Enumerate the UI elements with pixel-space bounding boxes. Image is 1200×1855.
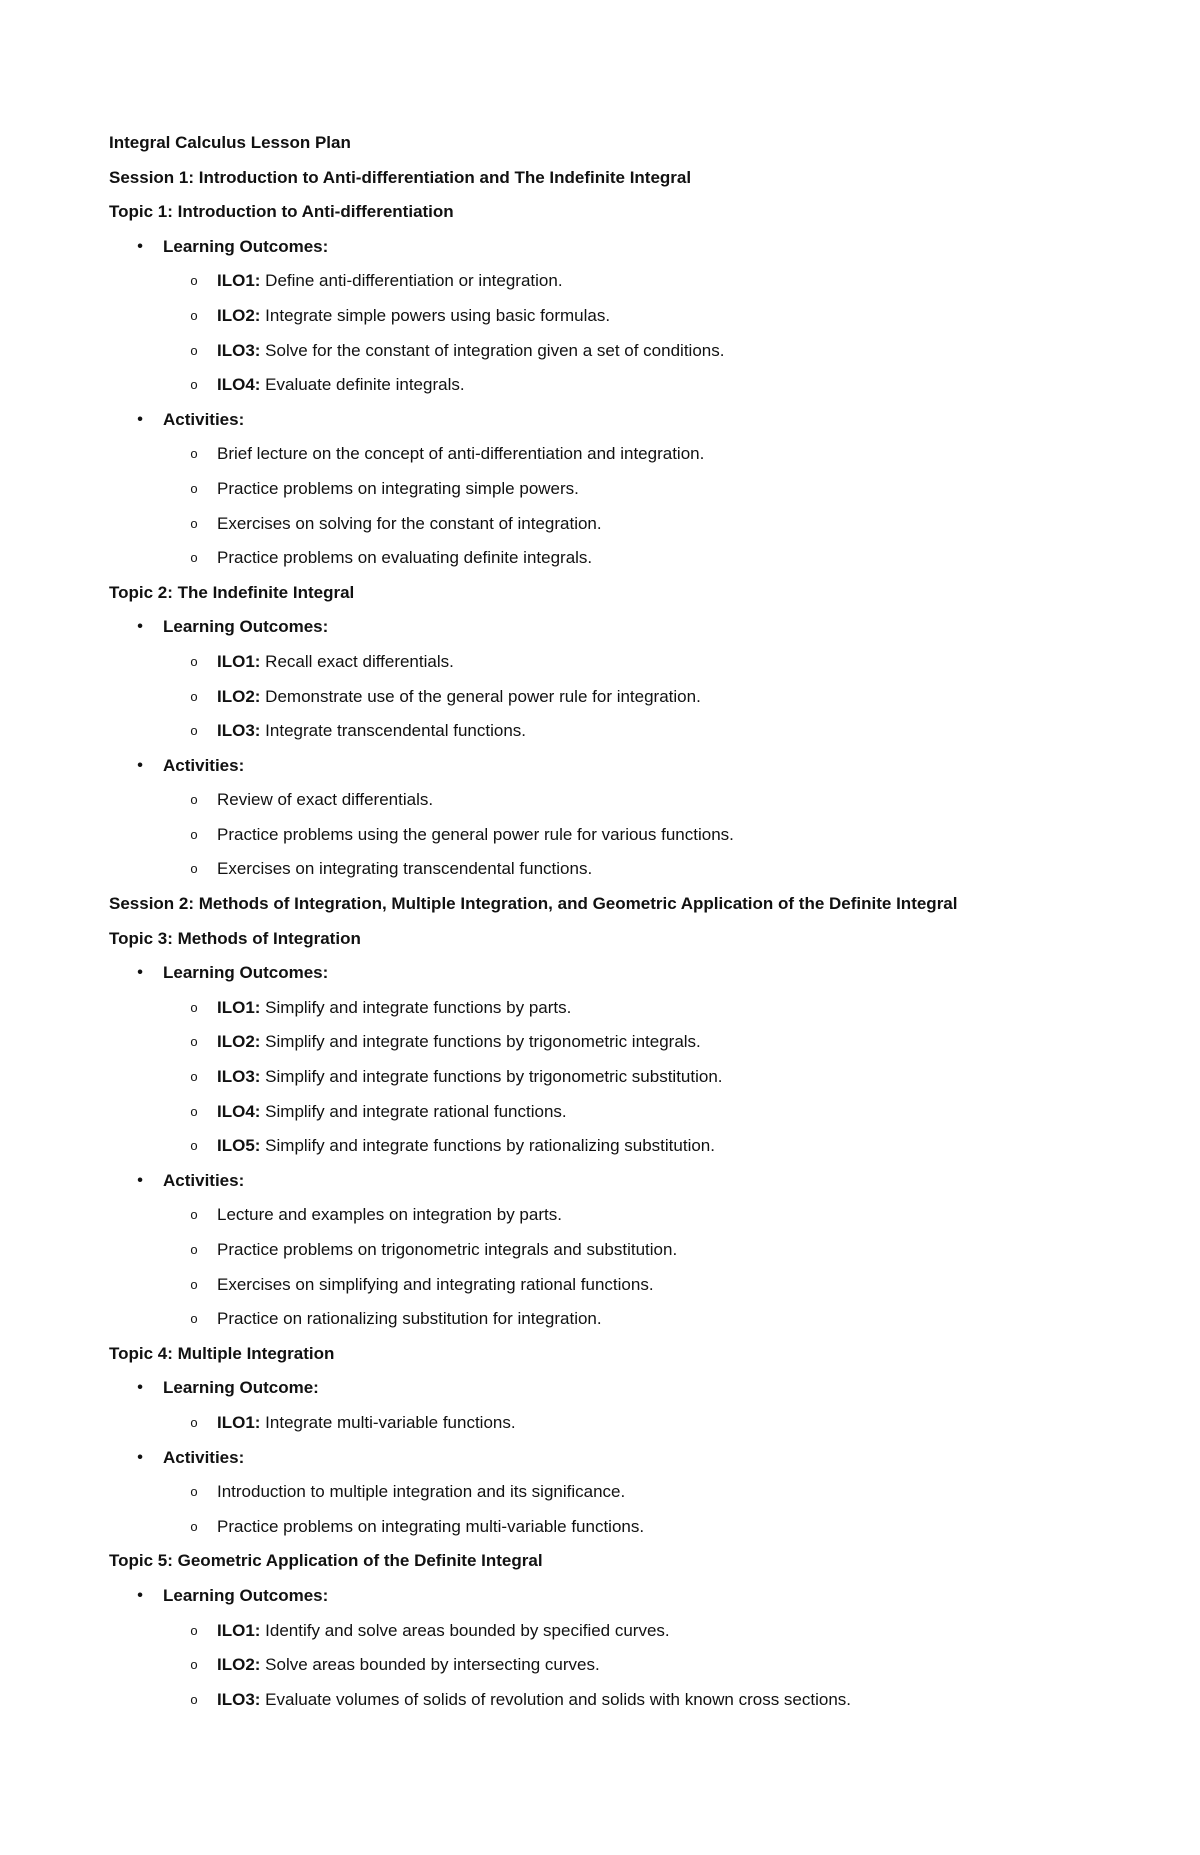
activities-label-text: Activities: bbox=[163, 755, 245, 775]
activity-text: Practice on rationalizing substitution for integration. bbox=[217, 1309, 602, 1329]
bullet-circle-icon: o bbox=[190, 1518, 198, 1534]
bullet-disc-icon: • bbox=[137, 964, 143, 982]
outcome-text: Simplify and integrate functions by trigonometric integrals. bbox=[260, 1032, 701, 1052]
activities-label-text: Activities: bbox=[163, 1447, 245, 1467]
bullet-disc-icon: • bbox=[137, 1171, 143, 1189]
bullet-circle-icon: o bbox=[190, 1414, 198, 1430]
activity-item bbox=[109, 472, 1200, 507]
activity-text: Practice problems using the general power rule for various functions. bbox=[217, 824, 734, 844]
outcome-code: ILO4: bbox=[217, 375, 261, 395]
activities-label bbox=[109, 1164, 1200, 1199]
outcome-code: ILO3: bbox=[217, 1689, 261, 1709]
bullet-circle-icon: o bbox=[190, 1691, 198, 1707]
outcome-code: ILO4: bbox=[217, 1101, 261, 1121]
outcome-text: Simplify and integrate rational functions. bbox=[260, 1101, 567, 1121]
bullet-circle-icon: o bbox=[190, 1138, 198, 1154]
document-title: Integral Calculus Lesson Plan bbox=[109, 133, 351, 152]
activity-item bbox=[109, 1510, 1200, 1545]
learning-outcomes-label bbox=[109, 956, 1200, 991]
outcome-text: Simplify and integrate functions by rationalizing substitution. bbox=[260, 1136, 715, 1156]
outcome-item bbox=[109, 1129, 1200, 1164]
outcome-text: Solve for the constant of integration given a set of conditions. bbox=[260, 340, 725, 360]
bullet-disc-icon: • bbox=[137, 237, 143, 255]
document-body bbox=[109, 161, 1200, 1718]
activity-item bbox=[109, 1268, 1200, 1303]
bullet-circle-icon: o bbox=[190, 723, 198, 739]
topic-heading: Topic 4: Multiple Integration bbox=[109, 1343, 335, 1363]
session-heading: Session 1: Introduction to Anti-differentiation and The Indefinite Integral bbox=[109, 167, 692, 187]
bullet-circle-icon: o bbox=[190, 446, 198, 462]
outcome-code: ILO2: bbox=[217, 1032, 261, 1052]
bullet-circle-icon: o bbox=[190, 999, 198, 1015]
outcome-text: Define anti-differentiation or integration. bbox=[260, 271, 563, 291]
outcome-item bbox=[109, 1060, 1200, 1095]
bullet-disc-icon: • bbox=[137, 1448, 143, 1466]
outcome-item bbox=[109, 680, 1200, 715]
outcome-text: Demonstrate use of the general power rule for integration. bbox=[260, 686, 701, 706]
outcome-item bbox=[109, 1025, 1200, 1060]
topic-heading: Topic 2: The Indefinite Integral bbox=[109, 582, 355, 602]
bullet-circle-icon: o bbox=[190, 515, 198, 531]
outcome-item bbox=[109, 368, 1200, 403]
outcome-item bbox=[109, 334, 1200, 369]
outcome-text: Integrate transcendental functions. bbox=[260, 721, 527, 741]
bullet-circle-icon: o bbox=[190, 342, 198, 358]
outcome-item bbox=[109, 991, 1200, 1026]
outcome-item bbox=[109, 1406, 1200, 1441]
activity-item bbox=[109, 541, 1200, 576]
bullet-disc-icon: • bbox=[137, 756, 143, 774]
bullet-disc-icon: • bbox=[137, 1379, 143, 1397]
activity-item bbox=[109, 507, 1200, 542]
learning-outcomes-label bbox=[109, 1371, 1200, 1406]
outcome-item bbox=[109, 264, 1200, 299]
bullet-disc-icon: • bbox=[137, 1586, 143, 1604]
session-heading: Session 2: Methods of Integration, Multiple Integration, and Geometric Application of the Definite Integral bbox=[109, 894, 958, 914]
outcome-item bbox=[109, 714, 1200, 749]
bullet-circle-icon: o bbox=[190, 1276, 198, 1292]
outcome-text: Recall exact differentials. bbox=[260, 651, 454, 671]
bullet-circle-icon: o bbox=[190, 480, 198, 496]
bullet-circle-icon: o bbox=[190, 1034, 198, 1050]
outcome-text: Evaluate volumes of solids of revolution and solids with known cross sections. bbox=[260, 1689, 852, 1709]
outcome-item bbox=[109, 1648, 1200, 1683]
activities-label bbox=[109, 1441, 1200, 1476]
activity-text: Introduction to multiple integration and its significance. bbox=[217, 1482, 626, 1502]
outcome-item bbox=[109, 1614, 1200, 1649]
activity-text: Brief lecture on the concept of anti-differentiation and integration. bbox=[217, 444, 705, 464]
bullet-circle-icon: o bbox=[190, 1103, 198, 1119]
activity-item bbox=[109, 437, 1200, 472]
outcome-text: Simplify and integrate functions by parts. bbox=[260, 997, 572, 1017]
outcome-code: ILO1: bbox=[217, 997, 261, 1017]
activity-text: Practice problems on integrating multi-variable functions. bbox=[217, 1516, 645, 1536]
activity-item bbox=[109, 1302, 1200, 1337]
bullet-circle-icon: o bbox=[190, 1622, 198, 1638]
activity-item bbox=[109, 1475, 1200, 1510]
activity-item bbox=[109, 852, 1200, 887]
activity-text: Practice problems on integrating simple powers. bbox=[217, 478, 579, 498]
outcome-item bbox=[109, 299, 1200, 334]
outcome-code: ILO3: bbox=[217, 721, 261, 741]
activity-text: Exercises on simplifying and integrating rational functions. bbox=[217, 1274, 654, 1294]
bullet-circle-icon: o bbox=[190, 792, 198, 808]
bullet-circle-icon: o bbox=[190, 1484, 198, 1500]
outcome-text: Evaluate definite integrals. bbox=[260, 375, 465, 395]
activity-item bbox=[109, 783, 1200, 818]
learning-outcomes-label bbox=[109, 230, 1200, 265]
activity-text: Lecture and examples on integration by parts. bbox=[217, 1205, 562, 1225]
bullet-circle-icon: o bbox=[190, 688, 198, 704]
activity-item bbox=[109, 1233, 1200, 1268]
bullet-circle-icon: o bbox=[190, 826, 198, 842]
activity-text: Practice problems on evaluating definite integrals. bbox=[217, 548, 593, 568]
activity-item bbox=[109, 818, 1200, 853]
outcome-code: ILO5: bbox=[217, 1136, 261, 1156]
activities-label-text: Activities: bbox=[163, 409, 245, 429]
outcome-code: ILO1: bbox=[217, 651, 261, 671]
bullet-circle-icon: o bbox=[190, 861, 198, 877]
topic-heading: Topic 1: Introduction to Anti-differentiation bbox=[109, 202, 454, 222]
learning-outcomes-label-text: Learning Outcomes: bbox=[163, 617, 329, 637]
bullet-circle-icon: o bbox=[190, 550, 198, 566]
bullet-circle-icon: o bbox=[190, 1242, 198, 1257]
outcome-text: Solve areas bounded by intersecting curves. bbox=[260, 1655, 600, 1675]
activity-item bbox=[109, 1198, 1200, 1233]
topic-heading: Topic 5: Geometric Application of the Definite Integral bbox=[109, 1551, 543, 1571]
outcome-text: Integrate simple powers using basic formulas. bbox=[260, 305, 611, 325]
activity-text: Exercises on solving for the constant of integration. bbox=[217, 513, 602, 533]
bullet-circle-icon: o bbox=[190, 653, 198, 669]
outcome-text: Integrate multi-variable functions. bbox=[260, 1412, 516, 1432]
outcome-code: ILO1: bbox=[217, 1620, 261, 1640]
learning-outcomes-label bbox=[109, 1579, 1200, 1614]
outcome-code: ILO2: bbox=[217, 1655, 261, 1675]
outcome-code: ILO3: bbox=[217, 1067, 261, 1087]
bullet-circle-icon: o bbox=[190, 307, 198, 323]
outcome-item bbox=[109, 1683, 1200, 1718]
outcome-code: ILO1: bbox=[217, 1412, 261, 1432]
bullet-circle-icon: o bbox=[190, 1311, 198, 1327]
activity-text: Review of exact differentials. bbox=[217, 790, 434, 810]
learning-outcomes-label-text: Learning Outcome: bbox=[163, 1378, 319, 1398]
bullet-circle-icon: o bbox=[190, 1207, 198, 1223]
outcome-code: ILO1: bbox=[217, 271, 261, 291]
learning-outcomes-label-text: Learning Outcomes: bbox=[163, 236, 329, 256]
activities-label bbox=[109, 749, 1200, 784]
topic-heading: Topic 3: Methods of Integration bbox=[109, 928, 361, 948]
outcome-item bbox=[109, 1095, 1200, 1130]
bullet-circle-icon: o bbox=[190, 273, 198, 289]
outcome-code: ILO2: bbox=[217, 305, 261, 325]
bullet-circle-icon: o bbox=[190, 1069, 198, 1085]
bullet-circle-icon: o bbox=[190, 377, 198, 393]
outcome-code: ILO3: bbox=[217, 340, 261, 360]
outcome-code: ILO2: bbox=[217, 686, 261, 706]
learning-outcomes-label bbox=[109, 610, 1200, 645]
activities-label-text: Activities: bbox=[163, 1170, 245, 1190]
activity-text: Exercises on integrating transcendental functions. bbox=[217, 859, 593, 879]
activity-text: Practice problems on trigonometric integrals and substitution. bbox=[217, 1240, 678, 1259]
bullet-circle-icon: o bbox=[190, 1657, 198, 1673]
bullet-disc-icon: • bbox=[137, 410, 143, 428]
outcome-item bbox=[109, 645, 1200, 680]
activities-label bbox=[109, 403, 1200, 438]
outcome-text: Identify and solve areas bounded by specified curves. bbox=[260, 1620, 670, 1640]
bullet-disc-icon: • bbox=[137, 618, 143, 636]
outcome-text: Simplify and integrate functions by trigonometric substitution. bbox=[260, 1067, 723, 1087]
learning-outcomes-label-text: Learning Outcomes: bbox=[163, 1585, 329, 1605]
learning-outcomes-label-text: Learning Outcomes: bbox=[163, 963, 329, 983]
